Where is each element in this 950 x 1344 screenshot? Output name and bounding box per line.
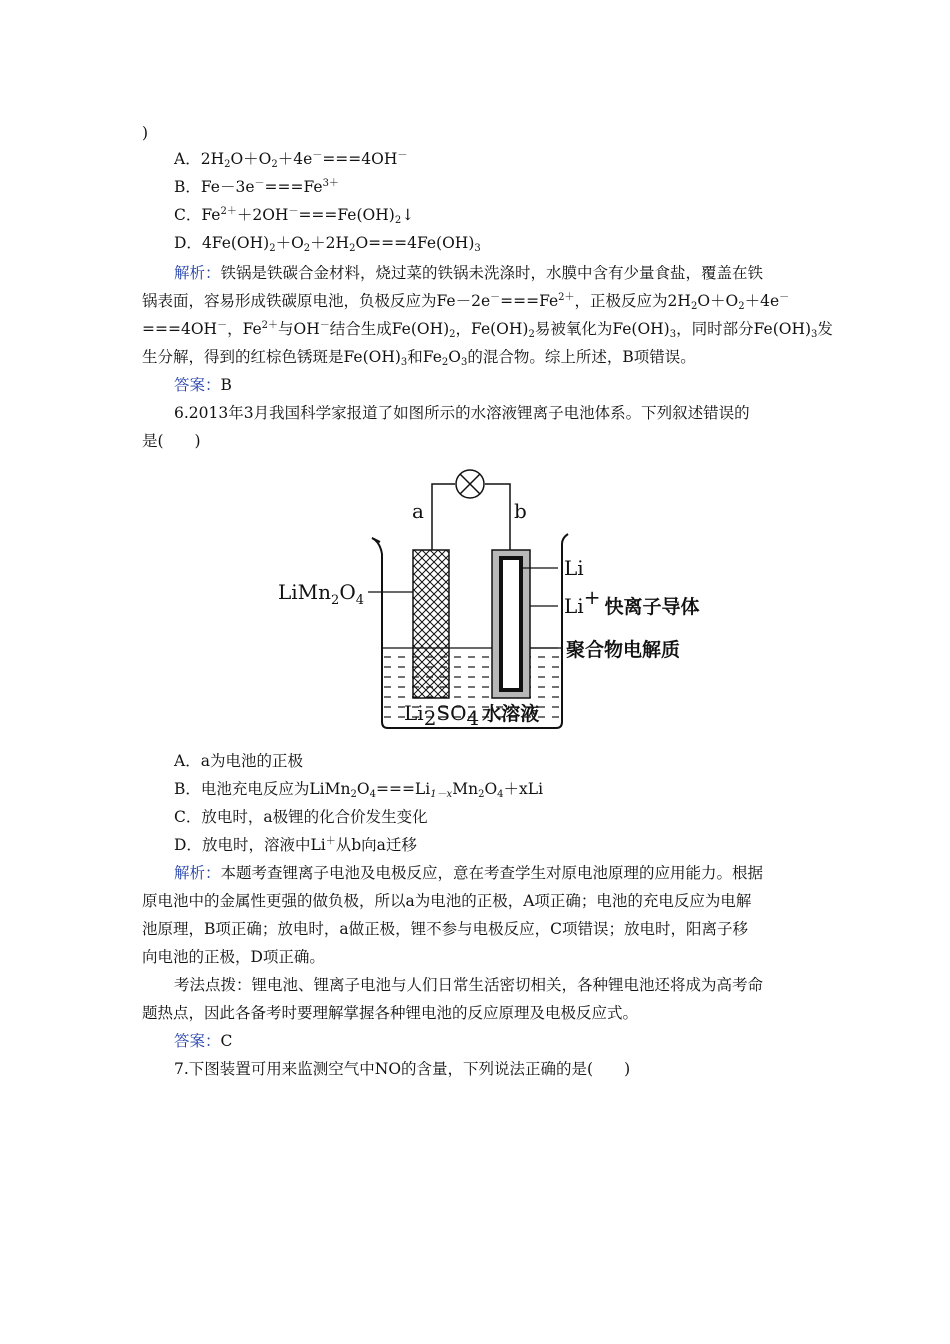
li-label: Li: [564, 556, 584, 580]
q5-answer: 答案：B: [174, 376, 232, 394]
q6-option-b: B．电池充电反应为$LiMn_2O_4===Li_{1-x}Mn_2O_4+xLi$: [174, 780, 544, 800]
q5-option-b: B．$Fe-3e^-===Fe^{3+}$: [174, 178, 339, 196]
q5-option-d: D．$4Fe(OH)_2+O_2+2H_2O===4Fe(OH)_3$: [174, 234, 481, 254]
q6-answer: 答案：C: [174, 1032, 233, 1050]
solution-label: Li2SO4 水溶液: [404, 701, 540, 730]
q6-option-d: D．放电时，溶液中Li＋从b向a迁移: [174, 836, 417, 854]
lamp-icon: [456, 470, 484, 498]
q5-analysis-line1: 解析：铁锅是铁碳合金材料，烧过菜的铁锅未洗涤时，水膜中含有少量食盐，覆盖在铁: [174, 264, 764, 282]
q6-analysis-line3: 池原理，B项正确；放电时，a做正极，锂不参与电极反应，C项错误；放电时，阳离子移: [142, 920, 748, 938]
battery-diagram: [270, 462, 710, 738]
q6-option-a: A．a为电池的正极: [174, 752, 303, 770]
q5-analysis-line4: 生分解，得到的红棕色锈斑是$Fe(OH)_3$和$Fe_2O_3$的混合物。综上所述，B项错误。: [142, 348, 696, 368]
q6-stem-line2: 是( ): [142, 432, 201, 450]
polymer-electrolyte-label: 聚合物电解质: [566, 639, 681, 661]
external-circuit: [432, 470, 510, 550]
q6-tip-line2: 题热点，因此各备考时要理解掌握各种锂电池的反应原理及电极反应式。: [142, 1004, 639, 1022]
q6-analysis-line2: 原电池中的金属性更强的做负极，所以a为电池的正极，A项正确；电池的充电反应为电解: [142, 892, 752, 910]
fast-ion-conductor-label: Li+ 快离子导体: [564, 585, 700, 618]
q5-option-c: C．$Fe^{2+}+2OH^-===Fe(OH)_2↓$: [174, 206, 415, 226]
limn2o4-label: $LiMn_2O_4$: [278, 580, 365, 608]
q6-tip-line1: 考法点拨：锂电池、锂离子电池与人们日常生活密切相关，各种锂电池还将成为高考命: [174, 976, 764, 994]
answer-label: 答案：: [174, 376, 221, 394]
q5-tail: ): [142, 124, 149, 142]
q5-analysis-line3: ===4OH－，$Fe^{2+}$与OH－结合生成$Fe(OH)_2$，$Fe(OH)_2$易被氧化为$Fe(OH)_3$，同时部分$Fe(OH)_3$发: [142, 320, 833, 340]
q6-analysis-line1: 解析：本题考查锂离子电池及电极反应，意在考查学生对原电池原理的应用能力。根据: [174, 864, 764, 882]
q6-option-c: C．放电时，a极锂的化合价发生变化: [174, 808, 428, 826]
electrode-b-label: b: [514, 499, 527, 523]
q6-stem-line1: 6.2013年3月我国科学家报道了如图所示的水溶液锂离子电池体系。下列叙述错误的: [174, 404, 750, 422]
electrode-b: [492, 550, 530, 698]
analysis-label: 解析：: [174, 864, 221, 882]
q7-stem: 7.下图装置可用来监测空气中NO的含量，下列说法正确的是( ): [174, 1060, 631, 1078]
q6-analysis-line4: 向电池的正极，D项正确。: [142, 948, 325, 966]
electrode-a-label: a: [412, 499, 424, 523]
electrode-a: [413, 550, 449, 698]
analysis-label: 解析：: [174, 264, 221, 282]
q5-analysis-line2: 锅表面，容易形成铁碳原电池，负极反应为$Fe-2e^-===Fe^{2+}$，正极反应为$2H_2O+O_2+4e^-$: [142, 292, 790, 312]
q5-option-a: A．$2H_2O+O_2+4e^-===4OH^-$: [174, 150, 408, 170]
answer-label: 答案：: [174, 1032, 221, 1050]
